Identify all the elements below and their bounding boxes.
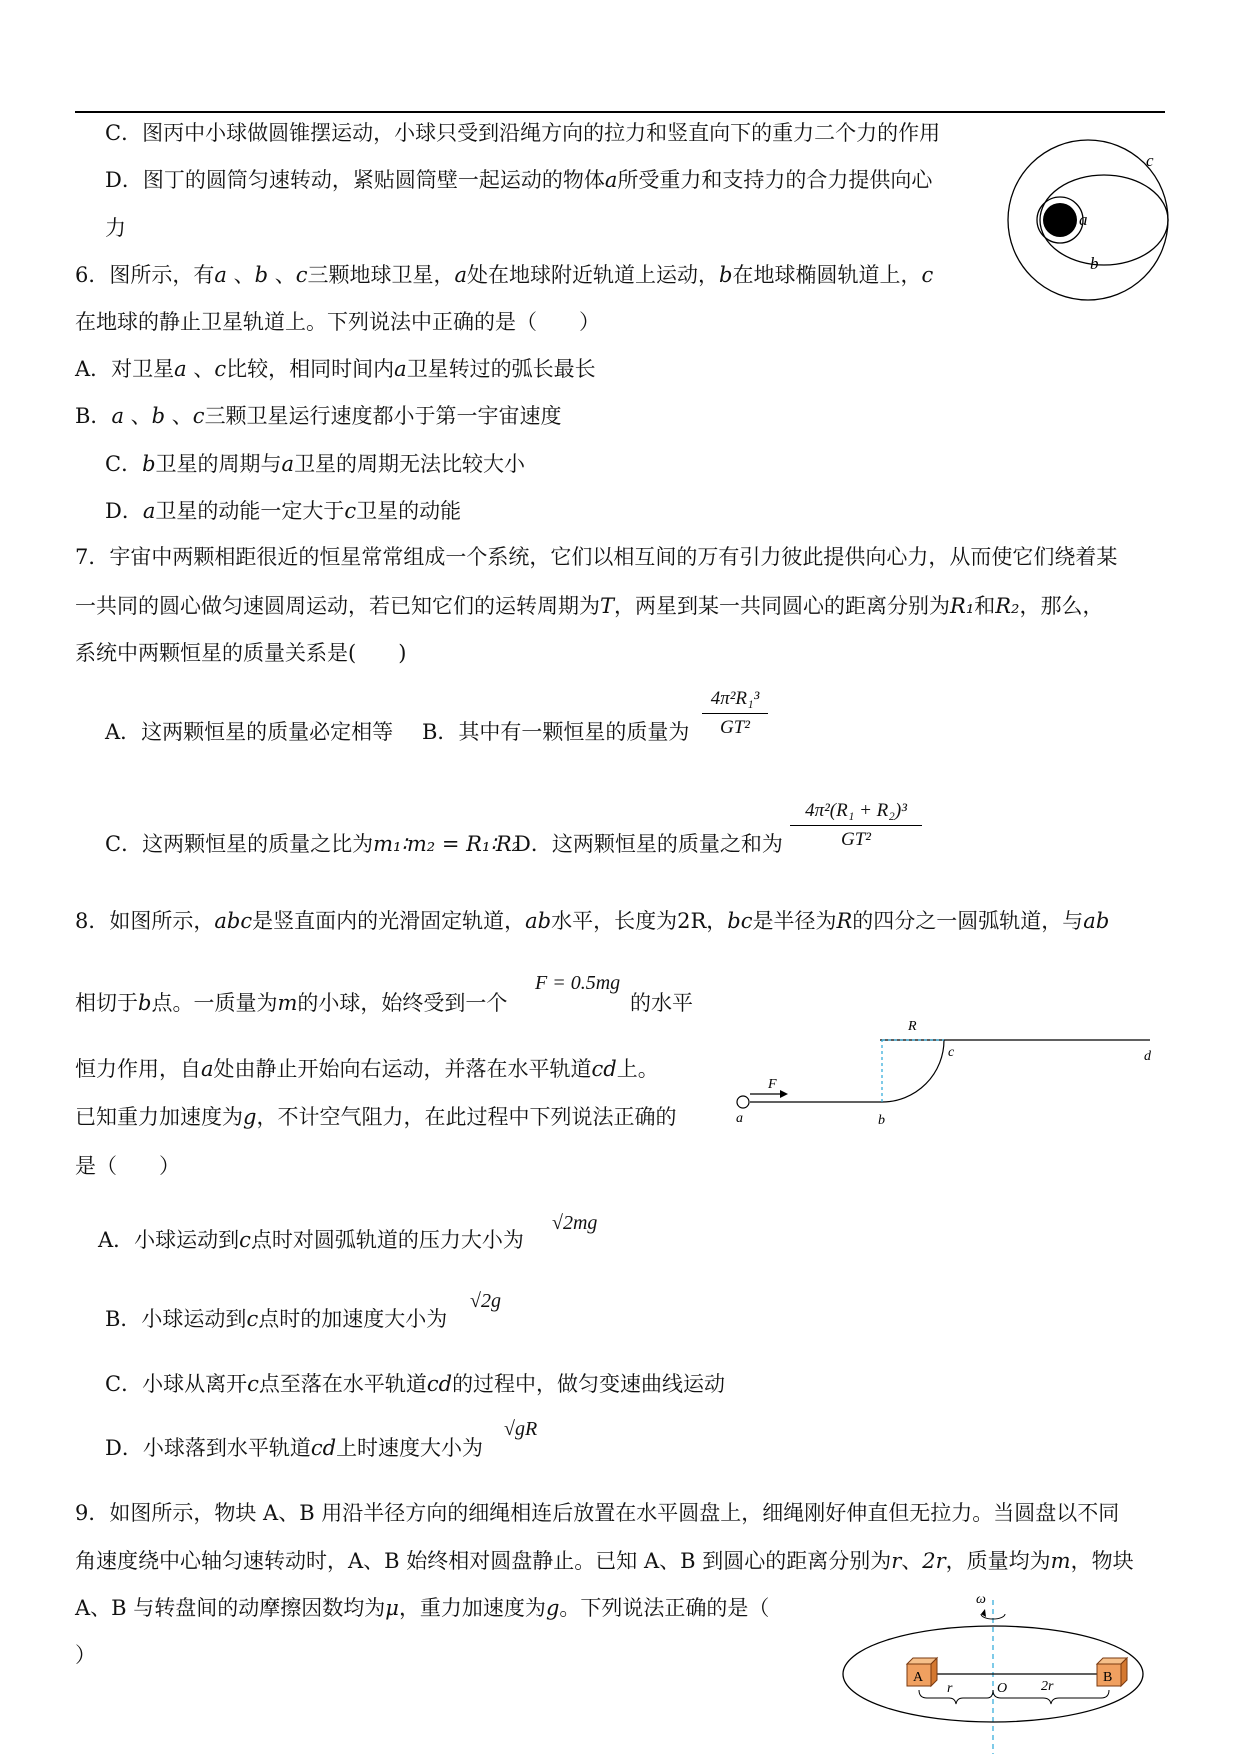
q9-stem-line4: ） [75, 1643, 96, 1667]
q8-track-figure [730, 1010, 1170, 1140]
fig-label-omega: ω [976, 1592, 986, 1607]
q7-option-d: D．这两颗恒星的质量之和为 [514, 832, 783, 856]
q8-option-a: A．小球运动到c点时对圆弧轨道的压力大小为 [98, 1228, 524, 1252]
q8-option-d: D．小球落到水平轨道cd上时速度大小为 [105, 1436, 484, 1460]
q9-disk-figure [835, 1590, 1165, 1754]
q6-stem-line1: 6．图所示，有a 、b 、c三颗地球卫星，a处在地球附近轨道上运动，b在地球椭圆轨道上，c [75, 263, 934, 287]
q9-stem-line1: 9．如图所示，物块 A、B 用沿半径方向的细绳相连后放置在水平圆盘上，细绳刚好伸直但无拉力。当圆盘以不同 [75, 1501, 1120, 1525]
q6-option-d: D．a卫星的动能一定大于c卫星的动能 [105, 499, 462, 523]
fig-label-d: d [1144, 1049, 1151, 1064]
ball-icon [737, 1096, 749, 1108]
q8-stem-line4: 已知重力加速度为g，不计空气阻力，在此过程中下列说法正确的 [75, 1105, 677, 1129]
q5-option-d-cont: 力 [105, 216, 126, 240]
q8-force-expression: F = 0.5mg [535, 972, 621, 994]
fig-label-a: a [1079, 210, 1088, 229]
q7-fraction-b: 4π²R₁³ GT² [702, 688, 768, 739]
fig-label-c: c [948, 1045, 955, 1060]
q6-option-c: C．b卫星的周期与a卫星的周期无法比较大小 [105, 452, 526, 476]
fig-label-r: r [947, 1681, 953, 1696]
fig-label-2r: 2r [1041, 1679, 1054, 1694]
fig-label-b: b [878, 1113, 885, 1128]
q8-option-d-value: √gR [504, 1418, 538, 1440]
q8-stem-line2-end: 的水平 [630, 991, 693, 1015]
q7-option-b: B．其中有一颗恒星的质量为 [422, 720, 690, 744]
q7-fraction-d: 4π²(R₁ + R₂)³ GT² [790, 800, 922, 851]
fig-label-O: O [997, 1681, 1008, 1696]
q5-option-d: D．图丁的圆筒匀速转动，紧贴圆筒壁一起运动的物体a所受重力和支持力的合力提供向心 [105, 168, 933, 192]
q8-stem-line5: 是（ ） [75, 1154, 180, 1178]
q8-stem-line3: 恒力作用，自a处由静止开始向右运动，并落在水平轨道cd上。 [75, 1057, 659, 1081]
q7-option-c: C．这两颗恒星的质量之比为m₁∶m₂ = R₁∶R₂ [105, 832, 521, 856]
header-rule [75, 111, 1165, 113]
orbit-c [1008, 140, 1168, 300]
fig-label-F: F [768, 1077, 777, 1092]
q7-stem-line3: 系统中两颗恒星的质量关系是( ) [75, 641, 407, 665]
fig-label-R: R [908, 1019, 917, 1034]
q8-option-b-value: √2g [470, 1290, 501, 1312]
q6-option-b: B．a 、b 、c三颗卫星运行速度都小于第一宇宙速度 [75, 404, 562, 428]
q8-option-b: B．小球运动到c点时的加速度大小为 [105, 1307, 448, 1331]
q9-stem-line2: 角速度绕中心轴匀速转动时，A、B 始终相对圆盘静止。已知 A、B 到圆心的距离分别为r、2r，质量均为m，物块 [75, 1549, 1134, 1573]
fig-label-A: A [913, 1670, 924, 1685]
q9-stem-line3: A、B 与转盘间的动摩擦因数均为μ，重力加速度为g。下列说法正确的是（ [75, 1596, 770, 1620]
q6-option-a: A．对卫星a 、c比较，相同时间内a卫星转过的弧长最长 [75, 357, 596, 381]
fig-label-c: c [1146, 151, 1154, 170]
q8-option-a-value: √2mg [552, 1212, 598, 1234]
q6-stem-line2: 在地球的静止卫星轨道上。下列说法中正确的是（ ） [75, 310, 600, 334]
fig-label-a: a [736, 1111, 743, 1126]
q7-option-a: A．这两颗恒星的质量必定相等 [105, 720, 394, 744]
q6-orbit-figure [1000, 136, 1180, 306]
arrow-head-icon [780, 1090, 788, 1098]
earth-icon [1043, 203, 1077, 237]
brace-r [919, 1690, 993, 1704]
q8-option-c: C．小球从离开c点至落在水平轨道cd的过程中，做匀变速曲线运动 [105, 1372, 726, 1396]
q7-stem-line2: 一共同的圆心做匀速圆周运动，若已知它们的运转周期为T，两星到某一共同圆心的距离分别为R₁和R₂，那么， [75, 594, 1104, 618]
fig-label-b: b [1090, 254, 1099, 273]
q8-stem-line1: 8．如图所示，abc是竖直面内的光滑固定轨道，ab水平，长度为2R，bc是半径为R的四分之一圆弧轨道，与ab [75, 909, 1110, 933]
arc-bc [882, 1040, 944, 1102]
fig-label-B: B [1103, 1670, 1113, 1685]
q7-stem-line1: 7．宇宙中两颗相距很近的恒星常常组成一个系统，它们以相互间的万有引力彼此提供向心力，从而使它们绕着某 [75, 545, 1118, 569]
q8-stem-line2: 相切于b点。一质量为m的小球，始终受到一个 [75, 991, 508, 1015]
q5-option-c: C．图丙中小球做圆锥摆运动，小球只受到沿绳方向的拉力和竖直向下的重力二个力的作用 [105, 121, 941, 145]
